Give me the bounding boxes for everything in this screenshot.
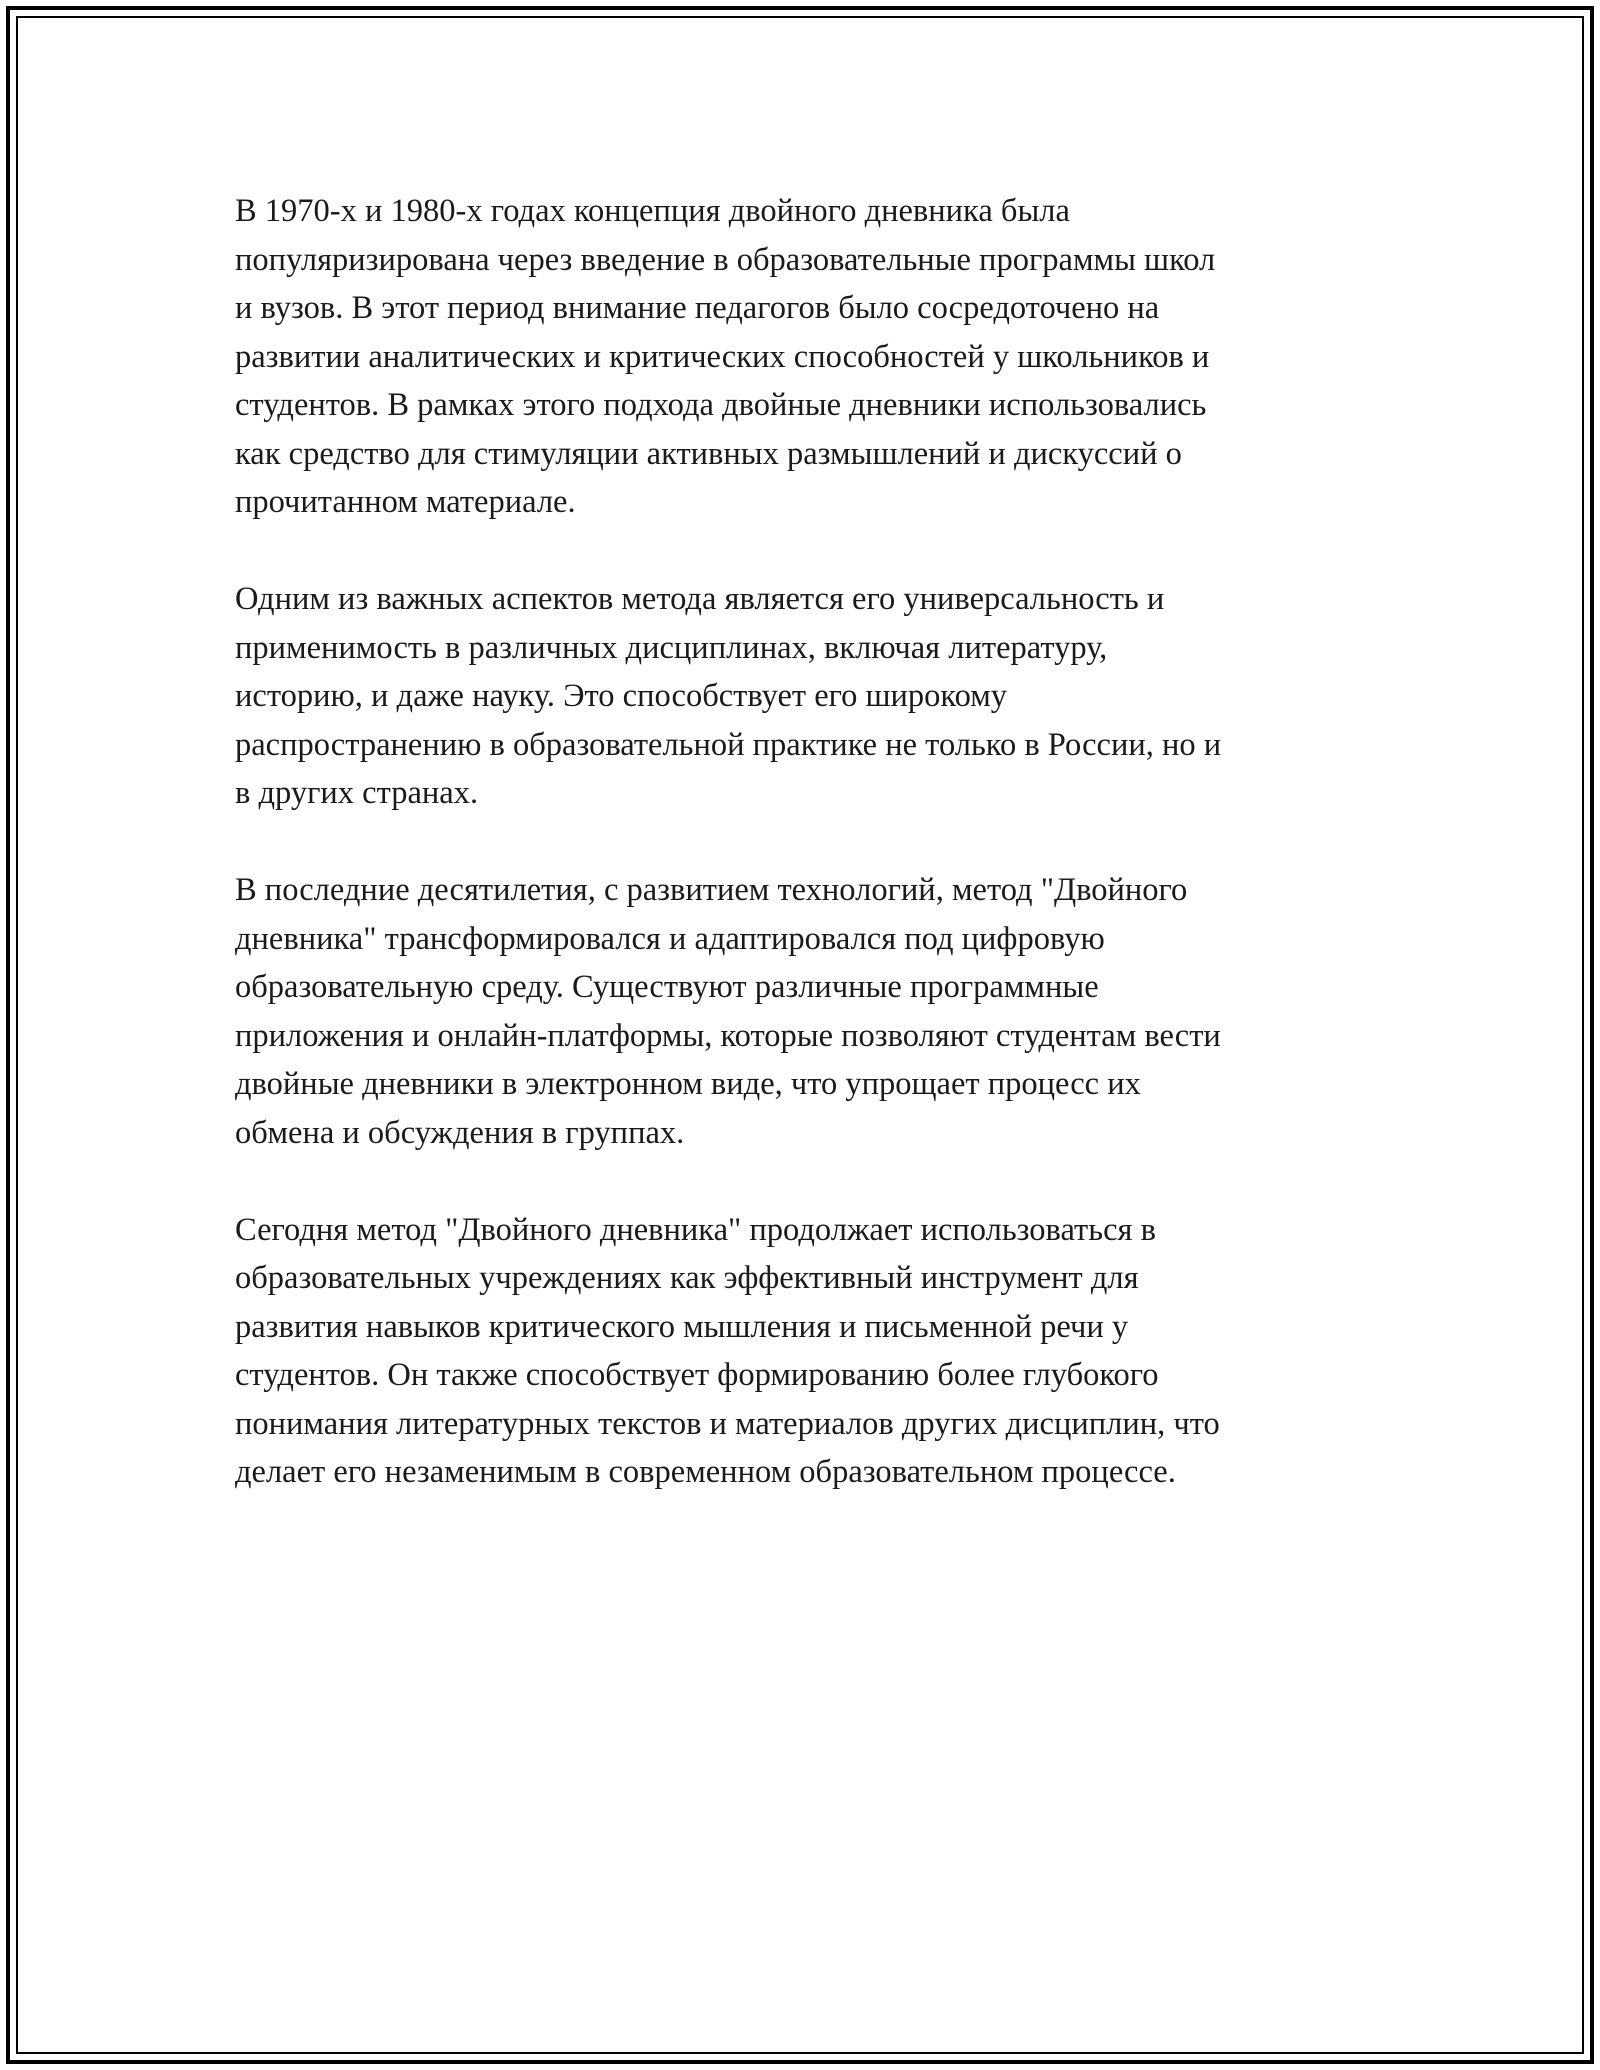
paragraph-universality: Одним из важных аспектов метода является его универсальность и применимость в различных дисциплинах, включая литературу, историю, и даже науку. Это способствует его широкому распространению в образовательной практике не только в России, но и в других странах.	[235, 581, 1222, 811]
paragraph-digital: В последние десятилетия, с развитием технологий, метод "Двойного дневника" трансформировался и адаптировался под цифровую образовательную среду. Существуют различные программные приложения и онлайн-платформы, которые позволяют студентам вести двойные дневники в электронном виде, что упрощает процесс их обмена и обсуждения в группах.	[235, 872, 1221, 1151]
document-body	[235, 187, 1365, 1545]
paragraph-history: В 1970-х и 1980-х годах концепция двойного дневника была популяризирована через введение в образовательные программы школ и вузов. В этот период внимание педагогов было сосредоточено на развитии аналитических и критических способностей у школьников и студентов. В рамках этого подхода двойные дневники использовались как средство для стимуляции активных размышлений и дискуссий о прочитанном материале.	[235, 193, 1216, 520]
paragraph-today: Сегодня метод "Двойного дневника" продолжает использоваться в образовательных учреждениях как эффективный инструмент для развития навыков критического мышления и письменной речи у студентов. Он также способствует формированию более глубокого понимания литературных текстов и материалов других дисциплин, что делает его незаменимым в современном образовательном процессе.	[235, 1211, 1220, 1490]
